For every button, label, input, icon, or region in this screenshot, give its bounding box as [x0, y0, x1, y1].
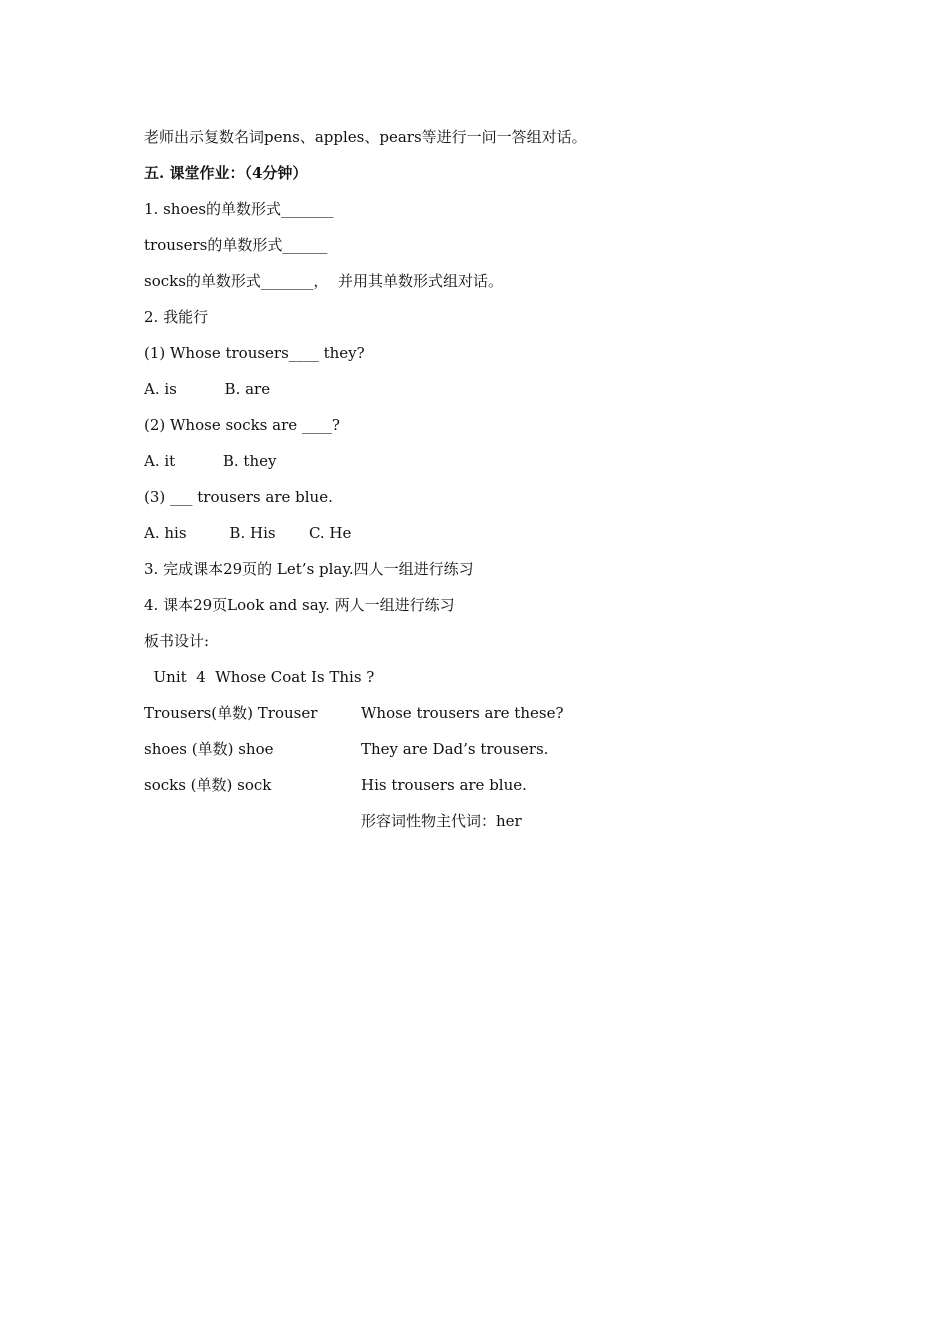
question-3: 3. 完成课本29页的 Let’s play.四人一组进行练习 [144, 560, 474, 578]
board-right-3: His trousers are blue. [361, 776, 527, 794]
board-design-title: 板书设计: [144, 632, 210, 650]
question-2-2: (2) Whose socks are ____? [144, 416, 340, 434]
question-1b: trousers的单数形式______ [144, 236, 328, 254]
question-2-1-options: A. is B. are [144, 380, 271, 398]
question-2-1: (1) Whose trousers____ they? [144, 344, 365, 362]
board-left-2: shoes (单数) shoe [144, 740, 274, 758]
question-1c: socks的单数形式_______， 并用其单数形式组对话。 [144, 272, 503, 290]
question-2-3-options: A. his B. His C. He [144, 524, 352, 542]
intro-line: 老师出示复数名词pens、apples、pears等进行一问一答组对话。 [144, 128, 587, 146]
board-left-3: socks (单数) sock [144, 776, 272, 794]
question-2-2-options: A. it B. they [144, 452, 277, 470]
question-2-3: (3) ___ trousers are blue. [144, 488, 333, 506]
board-right-1: Whose trousers are these? [361, 704, 564, 722]
question-2: 2. 我能行 [144, 308, 209, 326]
section-heading: 五. 课堂作业：（4分钟） [144, 164, 308, 182]
unit-title: Unit 4 Whose Coat Is This ? [144, 668, 375, 686]
board-left-1: Trousers(单数) Trouser [144, 704, 318, 722]
board-right-2: They are Dad’s trousers. [361, 740, 549, 758]
question-4: 4. 课本29页Look and say. 两人一组进行练习 [144, 596, 455, 614]
question-1a: 1. shoes的单数形式_______ [144, 200, 334, 218]
board-right-4: 形容词性物主代词：her [361, 812, 522, 830]
